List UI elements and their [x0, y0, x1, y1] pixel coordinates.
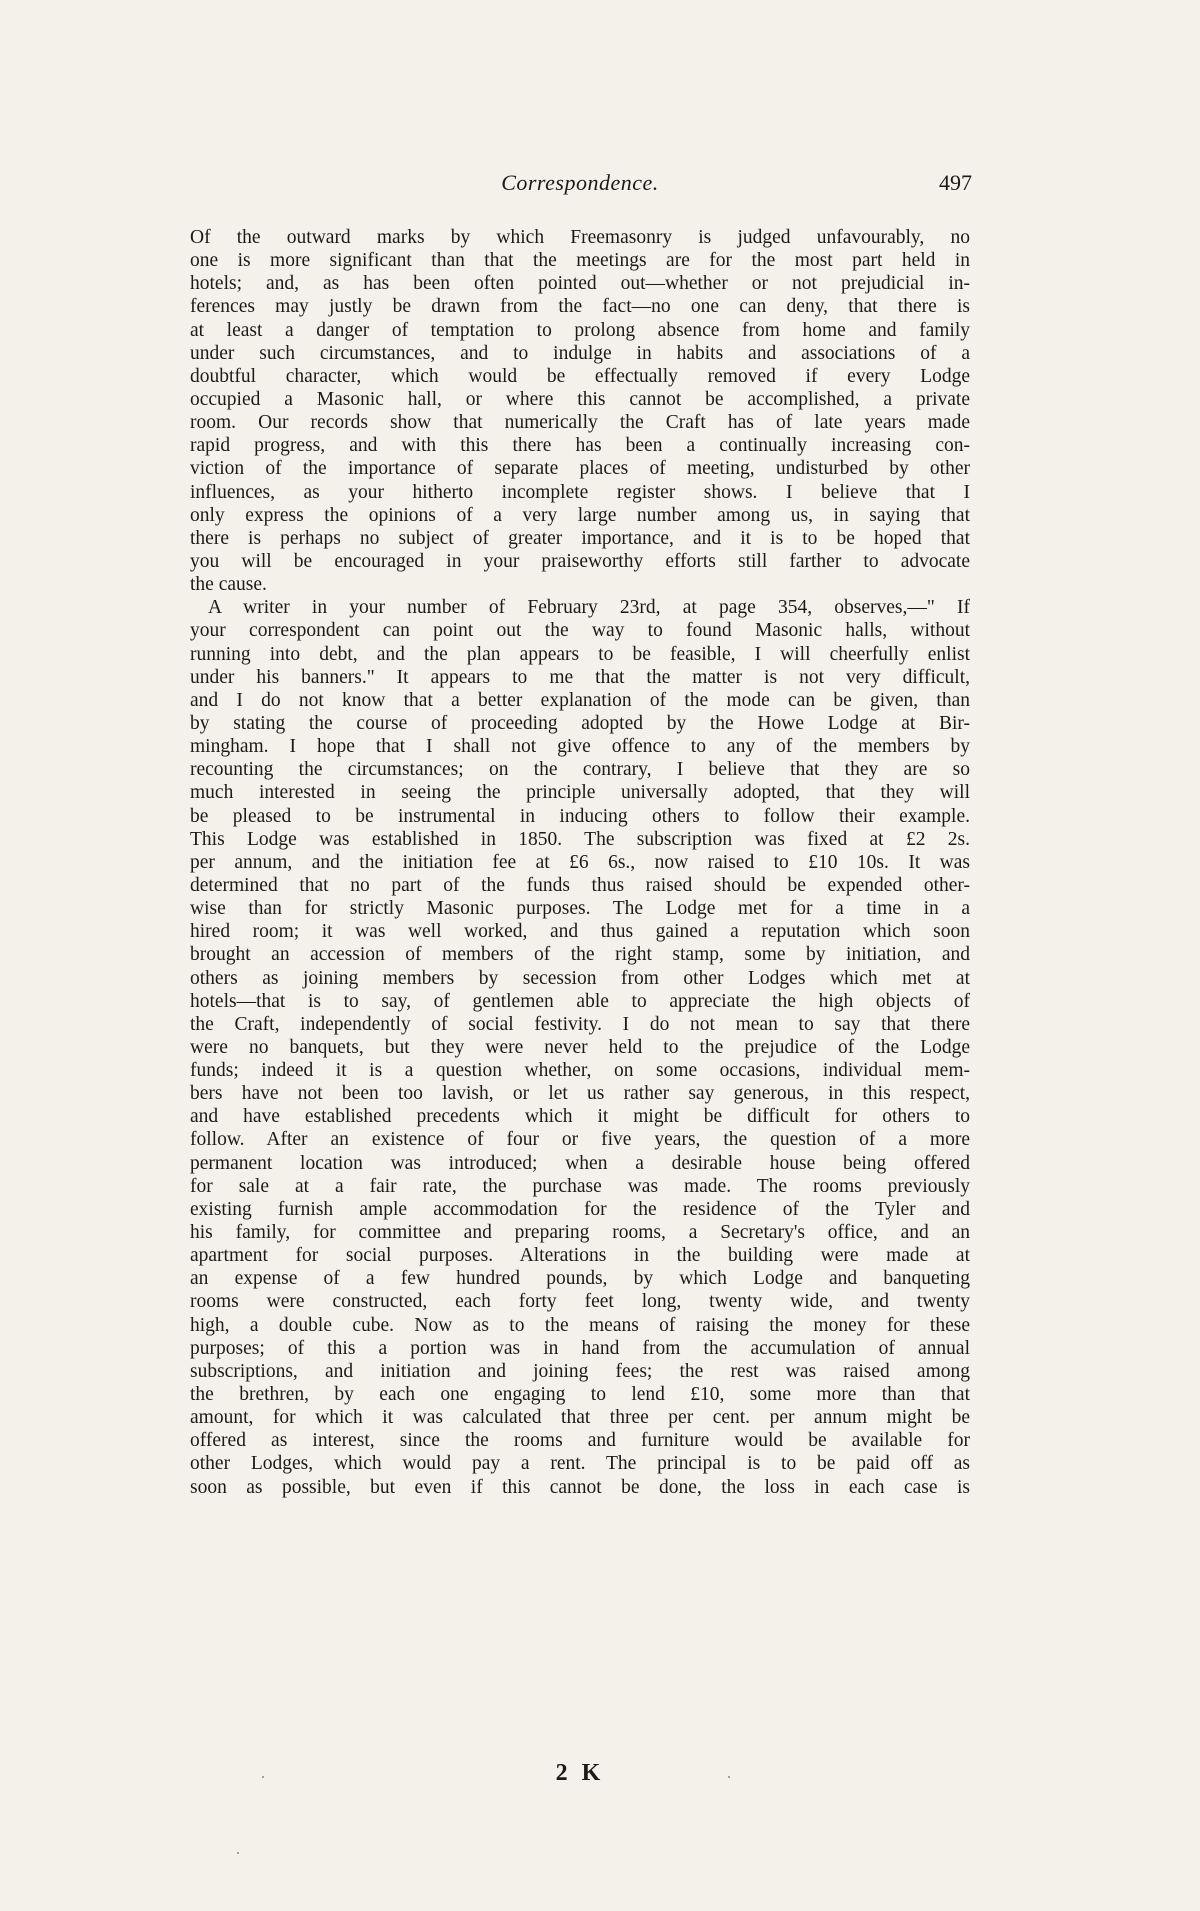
text-line: viction of the importance of separate places of meeting, undisturbed by other — [190, 458, 970, 480]
text-line: high, a double cube. Now as to the means of raising the money for these — [190, 1314, 970, 1336]
text-line: amount, for which it was calculated that three per cent. per annum might be — [190, 1407, 970, 1429]
text-line: doubtful character, which would be effectually removed if every Lodge — [190, 365, 970, 387]
text-line: funds; indeed it is a question whether, on some occasions, individual mem- — [190, 1060, 970, 1082]
text-line: only express the opinions of a very large number among us, in saying that — [190, 504, 970, 526]
text-line: soon as possible, but even if this cannot be done, the loss in each case is — [190, 1476, 970, 1498]
print-speck — [262, 1776, 264, 1778]
text-line: for sale at a fair rate, the purchase was made. The rooms previously — [190, 1175, 970, 1197]
text-line: and have established precedents which it might be difficult for others to — [190, 1106, 970, 1128]
text-line: much interested in seeing the principle universally adopted, that they will — [190, 782, 970, 804]
text-line: occupied a Masonic hall, or where this cannot be accomplished, a private — [190, 388, 970, 410]
text-line: you will be encouraged in your praiseworthy efforts still farther to advocate — [190, 550, 970, 572]
text-line: determined that no part of the funds thus raised should be expended other- — [190, 874, 970, 896]
text-line: brought an accession of members of the right stamp, some by initiation, and — [190, 944, 970, 966]
page-number: 497 — [939, 170, 972, 195]
text-line: ferences may justly be drawn from the fact—no one can deny, that there is — [190, 296, 970, 318]
text-line: and I do not know that a better explanation of the mode can be given, than — [190, 689, 970, 711]
text-line: mingham. I hope that I shall not give offence to any of the members by — [190, 736, 970, 758]
text-line: Of the outward marks by which Freemasonry is judged unfavourably, no — [190, 227, 970, 248]
text-line: follow. After an existence of four or five years, the question of a more — [190, 1129, 970, 1151]
text-line: running into debt, and the plan appears to be feasible, I will cheerfully enlist — [190, 643, 970, 665]
print-speck — [237, 1852, 239, 1854]
text-line: existing furnish ample accommodation for the residence of the Tyler and — [190, 1198, 970, 1220]
body-text — [190, 226, 970, 1499]
text-line: one is more significant than that the meetings are for the most part held in — [190, 250, 970, 272]
text-line: permanent location was introduced; when a desirable house being offered — [190, 1152, 970, 1174]
text-line: under such circumstances, and to indulge in habits and associations of a — [190, 342, 970, 364]
text-line: subscriptions, and initiation and joining fees; the rest was raised among — [190, 1360, 970, 1382]
text-line: at least a danger of temptation to prolong absence from home and family — [190, 319, 970, 341]
text-line: recounting the circumstances; on the contrary, I believe that they are so — [190, 759, 970, 781]
text-line: purposes; of this a portion was in hand from the accumulation of annual — [190, 1337, 970, 1359]
text-line: were no banquets, but they were never held to the prejudice of the Lodge — [190, 1036, 970, 1058]
text-line: be pleased to be instrumental in inducing others to follow their example. — [190, 805, 970, 827]
text-line: influences, as your hitherto incomplete register shows. I believe that I — [190, 481, 970, 503]
text-line: rapid progress, and with this there has been a continually increasing con- — [190, 435, 970, 457]
text-line: hired room; it was well worked, and thus gained a reputation which soon — [190, 921, 970, 943]
text-line: apartment for social purposes. Alterations in the building were made at — [190, 1245, 970, 1267]
text-line: A writer in your number of February 23rd, at page 354, observes,—" If — [208, 597, 970, 619]
text-line: under his banners." It appears to me that the matter is not very difficult, — [190, 666, 970, 688]
text-line: hotels—that is to say, of gentlemen able to appreciate the high objects of — [190, 990, 970, 1012]
print-speck — [728, 1776, 730, 1778]
running-title: Correspondence. — [501, 170, 659, 195]
signature-mark: 2 K — [555, 1760, 605, 1786]
text-line: wise than for strictly Masonic purposes. The Lodge met for a time in a — [190, 898, 970, 920]
text-line: the cause. — [190, 574, 267, 596]
text-line: bers have not been too lavish, or let us rather say generous, in this respect, — [190, 1083, 970, 1105]
text-line: others as joining members by secession from other Lodges which met at — [190, 967, 970, 989]
text-line: your correspondent can point out the way to found Masonic halls, without — [190, 620, 970, 642]
text-line: the brethren, by each one engaging to lend £10, some more than that — [190, 1384, 970, 1406]
running-head — [190, 170, 970, 206]
text-line: by stating the course of proceeding adopted by the Howe Lodge at Bir- — [190, 712, 970, 734]
text-line: the Craft, independently of social festivity. I do not mean to say that there — [190, 1013, 970, 1035]
text-line: This Lodge was established in 1850. The subscription was fixed at £2 2s. — [190, 828, 970, 850]
text-line: there is perhaps no subject of greater importance, and it is to be hoped that — [190, 527, 970, 549]
text-line: other Lodges, which would pay a rent. The principal is to be paid off as — [190, 1453, 970, 1475]
text-line: per annum, and the initiation fee at £6 6s., now raised to £10 10s. It was — [190, 851, 970, 873]
text-line: offered as interest, since the rooms and furniture would be available for — [190, 1430, 970, 1452]
text-line: room. Our records show that numerically the Craft has of late years made — [190, 412, 970, 434]
text-line: an expense of a few hundred pounds, by which Lodge and banqueting — [190, 1268, 970, 1290]
text-line: hotels; and, as has been often pointed out—whether or not prejudicial in- — [190, 273, 970, 295]
text-line: his family, for committee and preparing rooms, a Secretary's office, and an — [190, 1222, 970, 1244]
text-line: rooms were constructed, each forty feet long, twenty wide, and twenty — [190, 1291, 970, 1313]
